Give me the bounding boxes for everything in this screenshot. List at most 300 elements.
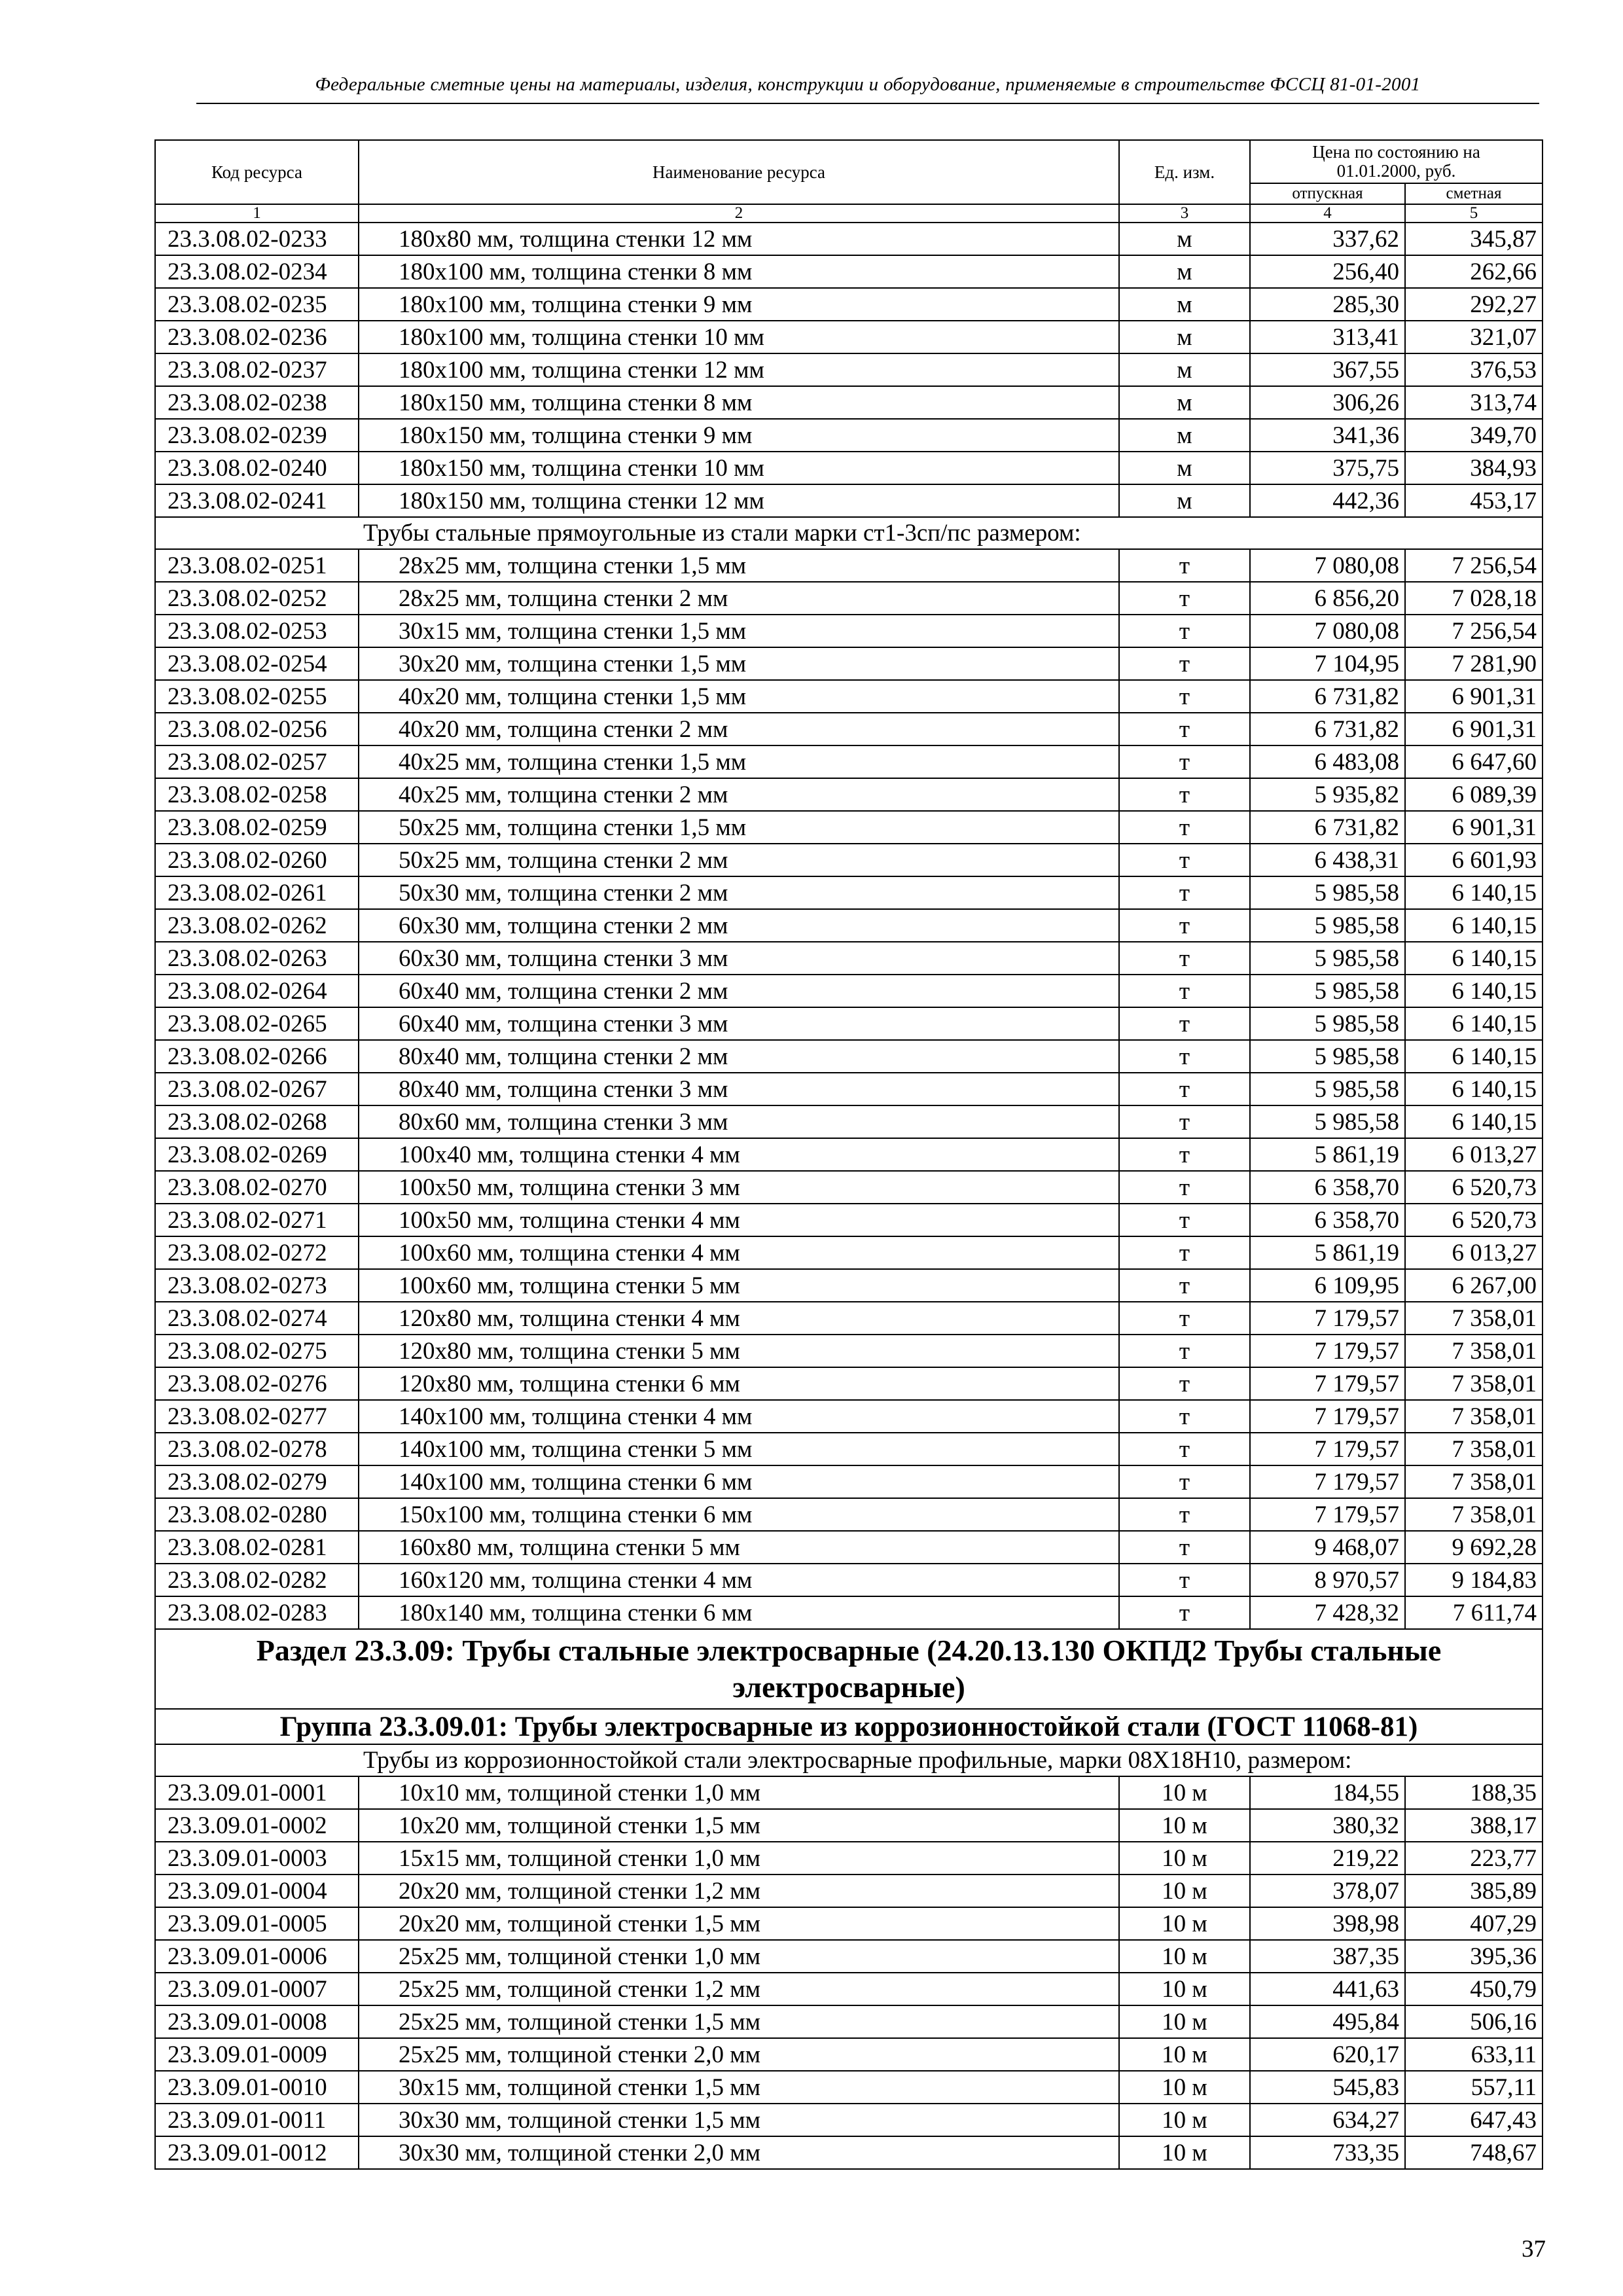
cell-unit: 10 м xyxy=(1119,1973,1250,2005)
cell-estimate-price: 6 901,31 xyxy=(1405,680,1543,713)
cell-code: 23.3.08.02-0265 xyxy=(155,1007,359,1040)
cell-code: 23.3.09.01-0007 xyxy=(155,1973,359,2005)
col-header-estimate: сметная xyxy=(1405,183,1543,204)
table-row xyxy=(155,2005,1543,2038)
cell-name: 180x80 мм, толщина стенки 12 мм xyxy=(359,223,1119,255)
cell-code: 23.3.08.02-0264 xyxy=(155,975,359,1007)
cell-release-price: 7 104,95 xyxy=(1250,647,1405,680)
cell-unit: т xyxy=(1119,615,1250,647)
cell-unit: 10 м xyxy=(1119,2038,1250,2071)
cell-code: 23.3.08.02-0267 xyxy=(155,1073,359,1105)
cell-name: 160x120 мм, толщина стенки 4 мм xyxy=(359,1564,1119,1596)
cell-release-price: 634,27 xyxy=(1250,2104,1405,2136)
cell-estimate-price: 506,16 xyxy=(1405,2005,1543,2038)
cell-release-price: 733,35 xyxy=(1250,2136,1405,2169)
cell-release-price: 7 080,08 xyxy=(1250,615,1405,647)
header-row-top xyxy=(155,140,1543,183)
cell-estimate-price: 7 256,54 xyxy=(1405,615,1543,647)
cell-name: 180x100 мм, толщина стенки 9 мм xyxy=(359,288,1119,321)
cell-code: 23.3.08.02-0251 xyxy=(155,549,359,582)
cell-code: 23.3.08.02-0240 xyxy=(155,452,359,484)
table-row xyxy=(155,288,1543,321)
cell-unit: 10 м xyxy=(1119,1874,1250,1907)
cell-release-price: 398,98 xyxy=(1250,1907,1405,1940)
cell-release-price: 6 483,08 xyxy=(1250,745,1405,778)
cell-name: 180x100 мм, толщина стенки 8 мм xyxy=(359,255,1119,288)
cell-estimate-price: 385,89 xyxy=(1405,1874,1543,1907)
cell-estimate-price: 6 140,15 xyxy=(1405,1040,1543,1073)
cell-code: 23.3.08.02-0281 xyxy=(155,1531,359,1564)
cell-estimate-price: 262,66 xyxy=(1405,255,1543,288)
cell-release-price: 256,40 xyxy=(1250,255,1405,288)
cell-name: 25x25 мм, толщиной стенки 1,5 мм xyxy=(359,2005,1119,2038)
col-header-code: Код ресурса xyxy=(155,140,359,204)
cell-unit: т xyxy=(1119,1335,1250,1367)
cell-release-price: 441,63 xyxy=(1250,1973,1405,2005)
price-table xyxy=(154,139,1543,2170)
table-row xyxy=(155,1367,1543,1400)
cell-unit: м xyxy=(1119,419,1250,452)
cell-release-price: 5 985,58 xyxy=(1250,975,1405,1007)
cell-release-price: 7 080,08 xyxy=(1250,549,1405,582)
table-row xyxy=(155,223,1543,255)
subheading-steel-rect-pipes: Трубы стальные прямоугольные из стали марки ст1-3сп/пс размером: xyxy=(155,517,1543,549)
cell-unit: т xyxy=(1119,549,1250,582)
table-row xyxy=(155,1596,1543,1629)
table-row xyxy=(155,1776,1543,1809)
cell-code: 23.3.08.02-0277 xyxy=(155,1400,359,1433)
cell-estimate-price: 6 520,73 xyxy=(1405,1204,1543,1236)
cell-release-price: 337,62 xyxy=(1250,223,1405,255)
cell-name: 150x100 мм, толщина стенки 6 мм xyxy=(359,1498,1119,1531)
cell-release-price: 5 985,58 xyxy=(1250,909,1405,942)
cell-estimate-price: 7 358,01 xyxy=(1405,1433,1543,1465)
cell-unit: т xyxy=(1119,582,1250,615)
subheading-stainless-pipes-row xyxy=(155,1744,1543,1776)
table-row xyxy=(155,582,1543,615)
table-row xyxy=(155,1433,1543,1465)
cell-unit: 10 м xyxy=(1119,1907,1250,1940)
cell-code: 23.3.08.02-0262 xyxy=(155,909,359,942)
cell-release-price: 6 109,95 xyxy=(1250,1269,1405,1302)
cell-release-price: 6 358,70 xyxy=(1250,1171,1405,1204)
cell-release-price: 7 428,32 xyxy=(1250,1596,1405,1629)
cell-code: 23.3.08.02-0273 xyxy=(155,1269,359,1302)
cell-name: 180x100 мм, толщина стенки 10 мм xyxy=(359,321,1119,353)
cell-release-price: 7 179,57 xyxy=(1250,1465,1405,1498)
cell-estimate-price: 223,77 xyxy=(1405,1842,1543,1874)
cell-code: 23.3.09.01-0004 xyxy=(155,1874,359,1907)
cell-name: 10x20 мм, толщиной стенки 1,5 мм xyxy=(359,1809,1119,1842)
cell-release-price: 495,84 xyxy=(1250,2005,1405,2038)
cell-release-price: 7 179,57 xyxy=(1250,1498,1405,1531)
table-row xyxy=(155,484,1543,517)
cell-code: 23.3.08.02-0258 xyxy=(155,778,359,811)
cell-release-price: 6 358,70 xyxy=(1250,1204,1405,1236)
cell-unit: т xyxy=(1119,1204,1250,1236)
table-row xyxy=(155,2071,1543,2104)
cell-estimate-price: 633,11 xyxy=(1405,2038,1543,2071)
cell-release-price: 6 731,82 xyxy=(1250,680,1405,713)
table-row xyxy=(155,2038,1543,2071)
cell-estimate-price: 748,67 xyxy=(1405,2136,1543,2169)
cell-release-price: 285,30 xyxy=(1250,288,1405,321)
cell-unit: т xyxy=(1119,1498,1250,1531)
cell-release-price: 341,36 xyxy=(1250,419,1405,452)
table-row xyxy=(155,1269,1543,1302)
cell-code: 23.3.08.02-0269 xyxy=(155,1138,359,1171)
cell-code: 23.3.08.02-0270 xyxy=(155,1171,359,1204)
cell-name: 180x100 мм, толщина стенки 12 мм xyxy=(359,353,1119,386)
cell-release-price: 7 179,57 xyxy=(1250,1335,1405,1367)
table-row xyxy=(155,2104,1543,2136)
cell-estimate-price: 376,53 xyxy=(1405,353,1543,386)
cell-code: 23.3.09.01-0012 xyxy=(155,2136,359,2169)
cell-estimate-price: 6 089,39 xyxy=(1405,778,1543,811)
price-table-body xyxy=(155,140,1543,2169)
cell-estimate-price: 6 901,31 xyxy=(1405,713,1543,745)
section-title-row xyxy=(155,1629,1543,1709)
table-row xyxy=(155,615,1543,647)
cell-release-price: 5 985,58 xyxy=(1250,1105,1405,1138)
cell-unit: м xyxy=(1119,321,1250,353)
cell-name: 40x20 мм, толщина стенки 2 мм xyxy=(359,713,1119,745)
cell-code: 23.3.08.02-0279 xyxy=(155,1465,359,1498)
cell-release-price: 7 179,57 xyxy=(1250,1367,1405,1400)
cell-unit: 10 м xyxy=(1119,2005,1250,2038)
cell-estimate-price: 450,79 xyxy=(1405,1973,1543,2005)
table-row xyxy=(155,1498,1543,1531)
cell-code: 23.3.08.02-0241 xyxy=(155,484,359,517)
table-row xyxy=(155,2136,1543,2169)
cell-code: 23.3.09.01-0003 xyxy=(155,1842,359,1874)
table-row xyxy=(155,942,1543,975)
cell-code: 23.3.09.01-0001 xyxy=(155,1776,359,1809)
cell-name: 30x15 мм, толщина стенки 1,5 мм xyxy=(359,615,1119,647)
cell-estimate-price: 345,87 xyxy=(1405,223,1543,255)
cell-estimate-price: 6 140,15 xyxy=(1405,876,1543,909)
cell-name: 30x15 мм, толщиной стенки 1,5 мм xyxy=(359,2071,1119,2104)
cell-estimate-price: 453,17 xyxy=(1405,484,1543,517)
cell-estimate-price: 7 281,90 xyxy=(1405,647,1543,680)
table-row xyxy=(155,1940,1543,1973)
cell-release-price: 6 438,31 xyxy=(1250,844,1405,876)
table-row xyxy=(155,1335,1543,1367)
cell-name: 60x40 мм, толщина стенки 2 мм xyxy=(359,975,1119,1007)
table-row xyxy=(155,1171,1543,1204)
cell-unit: м xyxy=(1119,386,1250,419)
cell-name: 180x150 мм, толщина стенки 9 мм xyxy=(359,419,1119,452)
cell-release-price: 7 179,57 xyxy=(1250,1400,1405,1433)
cell-estimate-price: 321,07 xyxy=(1405,321,1543,353)
cell-estimate-price: 395,36 xyxy=(1405,1940,1543,1973)
header-rule xyxy=(196,103,1539,104)
subheading-stainless-pipes: Трубы из коррозионностойкой стали электросварные профильные, марки 08Х18Н10, размером: xyxy=(155,1744,1543,1776)
cell-code: 23.3.08.02-0275 xyxy=(155,1335,359,1367)
cell-unit: 10 м xyxy=(1119,1940,1250,1973)
cell-release-price: 6 731,82 xyxy=(1250,811,1405,844)
cell-release-price: 184,55 xyxy=(1250,1776,1405,1809)
cell-unit: т xyxy=(1119,713,1250,745)
cell-release-price: 5 985,58 xyxy=(1250,1007,1405,1040)
table-row xyxy=(155,321,1543,353)
cell-code: 23.3.08.02-0259 xyxy=(155,811,359,844)
cell-unit: т xyxy=(1119,1367,1250,1400)
table-row xyxy=(155,778,1543,811)
cell-release-price: 5 985,58 xyxy=(1250,876,1405,909)
cell-code: 23.3.08.02-0253 xyxy=(155,615,359,647)
cell-name: 80x60 мм, толщина стенки 3 мм xyxy=(359,1105,1119,1138)
table-row xyxy=(155,745,1543,778)
cell-unit: т xyxy=(1119,1105,1250,1138)
table-row xyxy=(155,1105,1543,1138)
cell-unit: т xyxy=(1119,1040,1250,1073)
cell-name: 140x100 мм, толщина стенки 4 мм xyxy=(359,1400,1119,1433)
cell-name: 25x25 мм, толщиной стенки 1,2 мм xyxy=(359,1973,1119,2005)
cell-estimate-price: 6 267,00 xyxy=(1405,1269,1543,1302)
cell-estimate-price: 349,70 xyxy=(1405,419,1543,452)
cell-estimate-price: 7 028,18 xyxy=(1405,582,1543,615)
table-row xyxy=(155,1809,1543,1842)
cell-unit: т xyxy=(1119,1171,1250,1204)
cell-estimate-price: 188,35 xyxy=(1405,1776,1543,1809)
cell-release-price: 375,75 xyxy=(1250,452,1405,484)
cell-name: 10x10 мм, толщиной стенки 1,0 мм xyxy=(359,1776,1119,1809)
cell-estimate-price: 6 140,15 xyxy=(1405,975,1543,1007)
cell-name: 60x40 мм, толщина стенки 3 мм xyxy=(359,1007,1119,1040)
cell-release-price: 387,35 xyxy=(1250,1940,1405,1973)
section-title: Раздел 23.3.09: Трубы стальные электросварные (24.20.13.130 ОКПД2 Трубы стальные электросварные) xyxy=(155,1629,1543,1709)
table-row xyxy=(155,386,1543,419)
cell-unit: м xyxy=(1119,288,1250,321)
cell-name: 100x60 мм, толщина стенки 5 мм xyxy=(359,1269,1119,1302)
cell-estimate-price: 6 140,15 xyxy=(1405,1105,1543,1138)
table-row xyxy=(155,1204,1543,1236)
col-number-1: 1 xyxy=(155,204,359,223)
cell-unit: м xyxy=(1119,353,1250,386)
table-row xyxy=(155,975,1543,1007)
table-row xyxy=(155,1073,1543,1105)
cell-release-price: 5 861,19 xyxy=(1250,1138,1405,1171)
cell-release-price: 6 731,82 xyxy=(1250,713,1405,745)
cell-unit: т xyxy=(1119,844,1250,876)
cell-release-price: 5 935,82 xyxy=(1250,778,1405,811)
cell-code: 23.3.08.02-0257 xyxy=(155,745,359,778)
cell-estimate-price: 7 358,01 xyxy=(1405,1302,1543,1335)
cell-name: 25x25 мм, толщиной стенки 2,0 мм xyxy=(359,2038,1119,2071)
table-row xyxy=(155,353,1543,386)
table-row xyxy=(155,1973,1543,2005)
cell-code: 23.3.09.01-0008 xyxy=(155,2005,359,2038)
subheading-steel-rect-pipes-row xyxy=(155,517,1543,549)
cell-name: 80x40 мм, толщина стенки 2 мм xyxy=(359,1040,1119,1073)
cell-unit: 10 м xyxy=(1119,2136,1250,2169)
cell-name: 15x15 мм, толщиной стенки 1,0 мм xyxy=(359,1842,1119,1874)
cell-unit: т xyxy=(1119,680,1250,713)
cell-release-price: 378,07 xyxy=(1250,1874,1405,1907)
cell-name: 180x150 мм, толщина стенки 10 мм xyxy=(359,452,1119,484)
cell-name: 100x40 мм, толщина стенки 4 мм xyxy=(359,1138,1119,1171)
col-header-unit: Ед. изм. xyxy=(1119,140,1250,204)
table-row xyxy=(155,1874,1543,1907)
table-row xyxy=(155,713,1543,745)
col-number-5: 5 xyxy=(1405,204,1543,223)
cell-name: 180x140 мм, толщина стенки 6 мм xyxy=(359,1596,1119,1629)
cell-estimate-price: 6 901,31 xyxy=(1405,811,1543,844)
table-row xyxy=(155,1302,1543,1335)
cell-code: 23.3.08.02-0234 xyxy=(155,255,359,288)
cell-release-price: 545,83 xyxy=(1250,2071,1405,2104)
cell-name: 60x30 мм, толщина стенки 2 мм xyxy=(359,909,1119,942)
cell-estimate-price: 557,11 xyxy=(1405,2071,1543,2104)
cell-unit: т xyxy=(1119,975,1250,1007)
cell-unit: т xyxy=(1119,811,1250,844)
cell-name: 120x80 мм, толщина стенки 4 мм xyxy=(359,1302,1119,1335)
cell-code: 23.3.08.02-0268 xyxy=(155,1105,359,1138)
cell-estimate-price: 9 184,83 xyxy=(1405,1564,1543,1596)
cell-code: 23.3.08.02-0282 xyxy=(155,1564,359,1596)
cell-release-price: 380,32 xyxy=(1250,1809,1405,1842)
cell-unit: т xyxy=(1119,1400,1250,1433)
cell-unit: т xyxy=(1119,778,1250,811)
cell-code: 23.3.08.02-0276 xyxy=(155,1367,359,1400)
cell-code: 23.3.08.02-0236 xyxy=(155,321,359,353)
cell-estimate-price: 7 358,01 xyxy=(1405,1465,1543,1498)
cell-estimate-price: 6 013,27 xyxy=(1405,1138,1543,1171)
table-row xyxy=(155,1400,1543,1433)
cell-estimate-price: 407,29 xyxy=(1405,1907,1543,1940)
cell-estimate-price: 384,93 xyxy=(1405,452,1543,484)
cell-code: 23.3.08.02-0233 xyxy=(155,223,359,255)
cell-code: 23.3.08.02-0237 xyxy=(155,353,359,386)
table-row xyxy=(155,1236,1543,1269)
cell-name: 140x100 мм, толщина стенки 5 мм xyxy=(359,1433,1119,1465)
group-title-row xyxy=(155,1709,1543,1744)
cell-name: 100x50 мм, толщина стенки 4 мм xyxy=(359,1204,1119,1236)
cell-estimate-price: 7 358,01 xyxy=(1405,1400,1543,1433)
cell-name: 120x80 мм, толщина стенки 6 мм xyxy=(359,1367,1119,1400)
cell-name: 20x20 мм, толщиной стенки 1,2 мм xyxy=(359,1874,1119,1907)
cell-release-price: 9 468,07 xyxy=(1250,1531,1405,1564)
cell-unit: т xyxy=(1119,1465,1250,1498)
cell-unit: 10 м xyxy=(1119,1842,1250,1874)
cell-release-price: 219,22 xyxy=(1250,1842,1405,1874)
cell-name: 20x20 мм, толщиной стенки 1,5 мм xyxy=(359,1907,1119,1940)
cell-code: 23.3.08.02-0255 xyxy=(155,680,359,713)
table-row xyxy=(155,1842,1543,1874)
cell-name: 30x30 мм, толщиной стенки 1,5 мм xyxy=(359,2104,1119,2136)
table-row xyxy=(155,647,1543,680)
cell-release-price: 7 179,57 xyxy=(1250,1433,1405,1465)
cell-code: 23.3.08.02-0280 xyxy=(155,1498,359,1531)
table-row xyxy=(155,1040,1543,1073)
cell-name: 180x150 мм, толщина стенки 12 мм xyxy=(359,484,1119,517)
cell-name: 60x30 мм, толщина стенки 3 мм xyxy=(359,942,1119,975)
cell-release-price: 5 985,58 xyxy=(1250,942,1405,975)
cell-name: 28x25 мм, толщина стенки 2 мм xyxy=(359,582,1119,615)
cell-name: 140x100 мм, толщина стенки 6 мм xyxy=(359,1465,1119,1498)
column-number-row xyxy=(155,204,1543,223)
cell-unit: т xyxy=(1119,1073,1250,1105)
cell-unit: т xyxy=(1119,1596,1250,1629)
cell-name: 100x50 мм, толщина стенки 3 мм xyxy=(359,1171,1119,1204)
table-row xyxy=(155,680,1543,713)
table-row xyxy=(155,1007,1543,1040)
cell-release-price: 6 856,20 xyxy=(1250,582,1405,615)
cell-release-price: 5 985,58 xyxy=(1250,1073,1405,1105)
cell-estimate-price: 647,43 xyxy=(1405,2104,1543,2136)
table-row xyxy=(155,811,1543,844)
cell-unit: 10 м xyxy=(1119,1809,1250,1842)
cell-release-price: 5 985,58 xyxy=(1250,1040,1405,1073)
cell-estimate-price: 7 256,54 xyxy=(1405,549,1543,582)
cell-code: 23.3.09.01-0009 xyxy=(155,2038,359,2071)
cell-code: 23.3.08.02-0256 xyxy=(155,713,359,745)
cell-unit: т xyxy=(1119,745,1250,778)
cell-code: 23.3.08.02-0272 xyxy=(155,1236,359,1269)
cell-code: 23.3.09.01-0010 xyxy=(155,2071,359,2104)
cell-unit: м xyxy=(1119,484,1250,517)
cell-code: 23.3.08.02-0263 xyxy=(155,942,359,975)
cell-unit: 10 м xyxy=(1119,2071,1250,2104)
cell-name: 40x25 мм, толщина стенки 1,5 мм xyxy=(359,745,1119,778)
col-header-price-group: Цена по состоянию на 01.01.2000, руб. xyxy=(1250,140,1543,183)
cell-unit: т xyxy=(1119,1236,1250,1269)
cell-code: 23.3.08.02-0238 xyxy=(155,386,359,419)
cell-estimate-price: 6 601,93 xyxy=(1405,844,1543,876)
cell-estimate-price: 6 140,15 xyxy=(1405,1073,1543,1105)
table-row xyxy=(155,844,1543,876)
table-row xyxy=(155,549,1543,582)
cell-name: 28x25 мм, толщина стенки 1,5 мм xyxy=(359,549,1119,582)
cell-code: 23.3.08.02-0260 xyxy=(155,844,359,876)
cell-code: 23.3.08.02-0252 xyxy=(155,582,359,615)
cell-release-price: 313,41 xyxy=(1250,321,1405,353)
cell-estimate-price: 388,17 xyxy=(1405,1809,1543,1842)
cell-code: 23.3.08.02-0274 xyxy=(155,1302,359,1335)
cell-name: 50x25 мм, толщина стенки 2 мм xyxy=(359,844,1119,876)
table-row xyxy=(155,1564,1543,1596)
cell-unit: м xyxy=(1119,223,1250,255)
col-number-4: 4 xyxy=(1250,204,1405,223)
cell-unit: м xyxy=(1119,255,1250,288)
cell-release-price: 620,17 xyxy=(1250,2038,1405,2071)
cell-unit: т xyxy=(1119,1302,1250,1335)
cell-estimate-price: 6 140,15 xyxy=(1405,942,1543,975)
cell-code: 23.3.09.01-0006 xyxy=(155,1940,359,1973)
cell-estimate-price: 7 358,01 xyxy=(1405,1367,1543,1400)
cell-estimate-price: 6 647,60 xyxy=(1405,745,1543,778)
cell-name: 40x25 мм, толщина стенки 2 мм xyxy=(359,778,1119,811)
cell-estimate-price: 6 140,15 xyxy=(1405,1007,1543,1040)
cell-name: 40x20 мм, толщина стенки 1,5 мм xyxy=(359,680,1119,713)
cell-code: 23.3.08.02-0266 xyxy=(155,1040,359,1073)
table-row xyxy=(155,419,1543,452)
cell-release-price: 442,36 xyxy=(1250,484,1405,517)
cell-unit: т xyxy=(1119,1269,1250,1302)
cell-unit: т xyxy=(1119,1531,1250,1564)
table-row xyxy=(155,1907,1543,1940)
cell-unit: т xyxy=(1119,1433,1250,1465)
cell-name: 30x30 мм, толщиной стенки 2,0 мм xyxy=(359,2136,1119,2169)
cell-release-price: 8 970,57 xyxy=(1250,1564,1405,1596)
table-row xyxy=(155,452,1543,484)
table-row xyxy=(155,1531,1543,1564)
col-number-3: 3 xyxy=(1119,204,1250,223)
cell-estimate-price: 292,27 xyxy=(1405,288,1543,321)
cell-code: 23.3.09.01-0011 xyxy=(155,2104,359,2136)
page-number: 37 xyxy=(1522,2236,1546,2263)
